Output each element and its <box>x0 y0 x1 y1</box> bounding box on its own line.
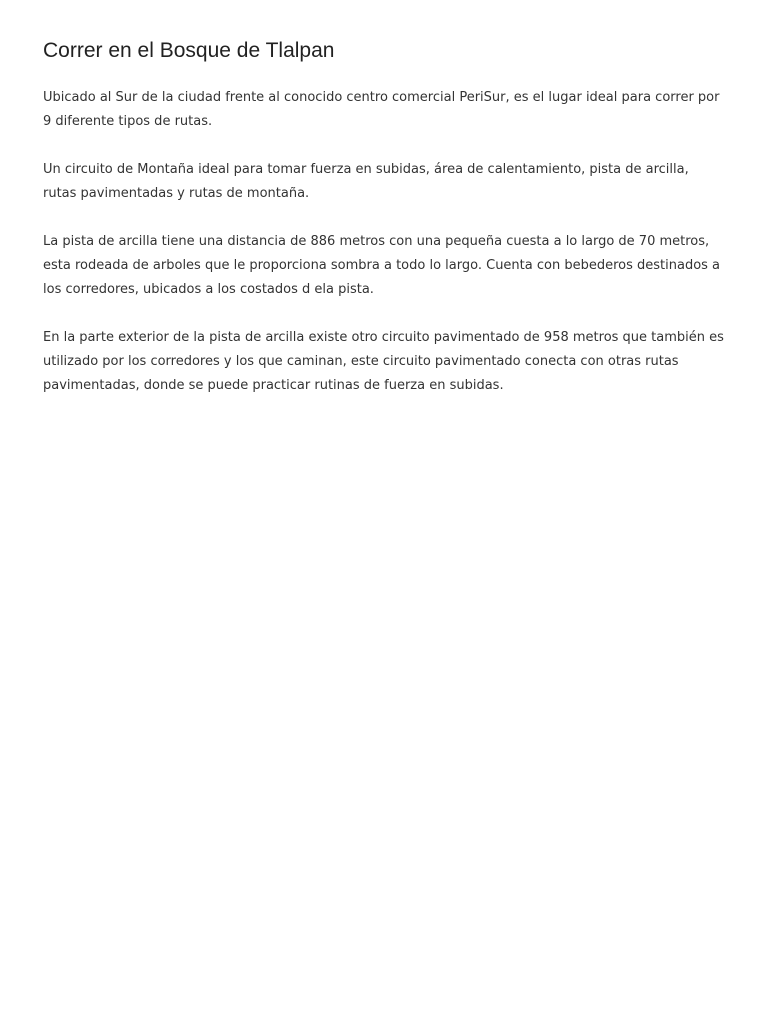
article-paragraph: Ubicado al Sur de la ciudad frente al conocido centro comercial PeriSur, es el lugar ideal para correr por 9 diferente tipos de rutas. <box>43 90 720 129</box>
article-paragraph: Un circuito de Montaña ideal para tomar fuerza en subidas, área de calentamiento, pista de arcilla, rutas pavimentadas y rutas de montaña. <box>43 162 689 201</box>
article-title: Correr en el Bosque de Tlalpan <box>43 39 335 62</box>
article <box>43 36 725 422</box>
article-paragraph: La pista de arcilla tiene una distancia de 886 metros con una pequeña cuesta a lo largo de 70 metros, esta rodeada de arboles que le proporciona sombra a todo lo largo. Cuenta con bebederos destinados a los corredores, ubicados a los costados d ela pista. <box>43 234 721 297</box>
article-paragraph: En la parte exterior de la pista de arcilla existe otro circuito pavimentado de 958 metros que también es utilizado por los corredores y los que caminan, este circuito pavimentado conecta con otras rutas pavimentadas, donde se puede practicar rutinas de fuerza en subidas. <box>43 330 724 393</box>
